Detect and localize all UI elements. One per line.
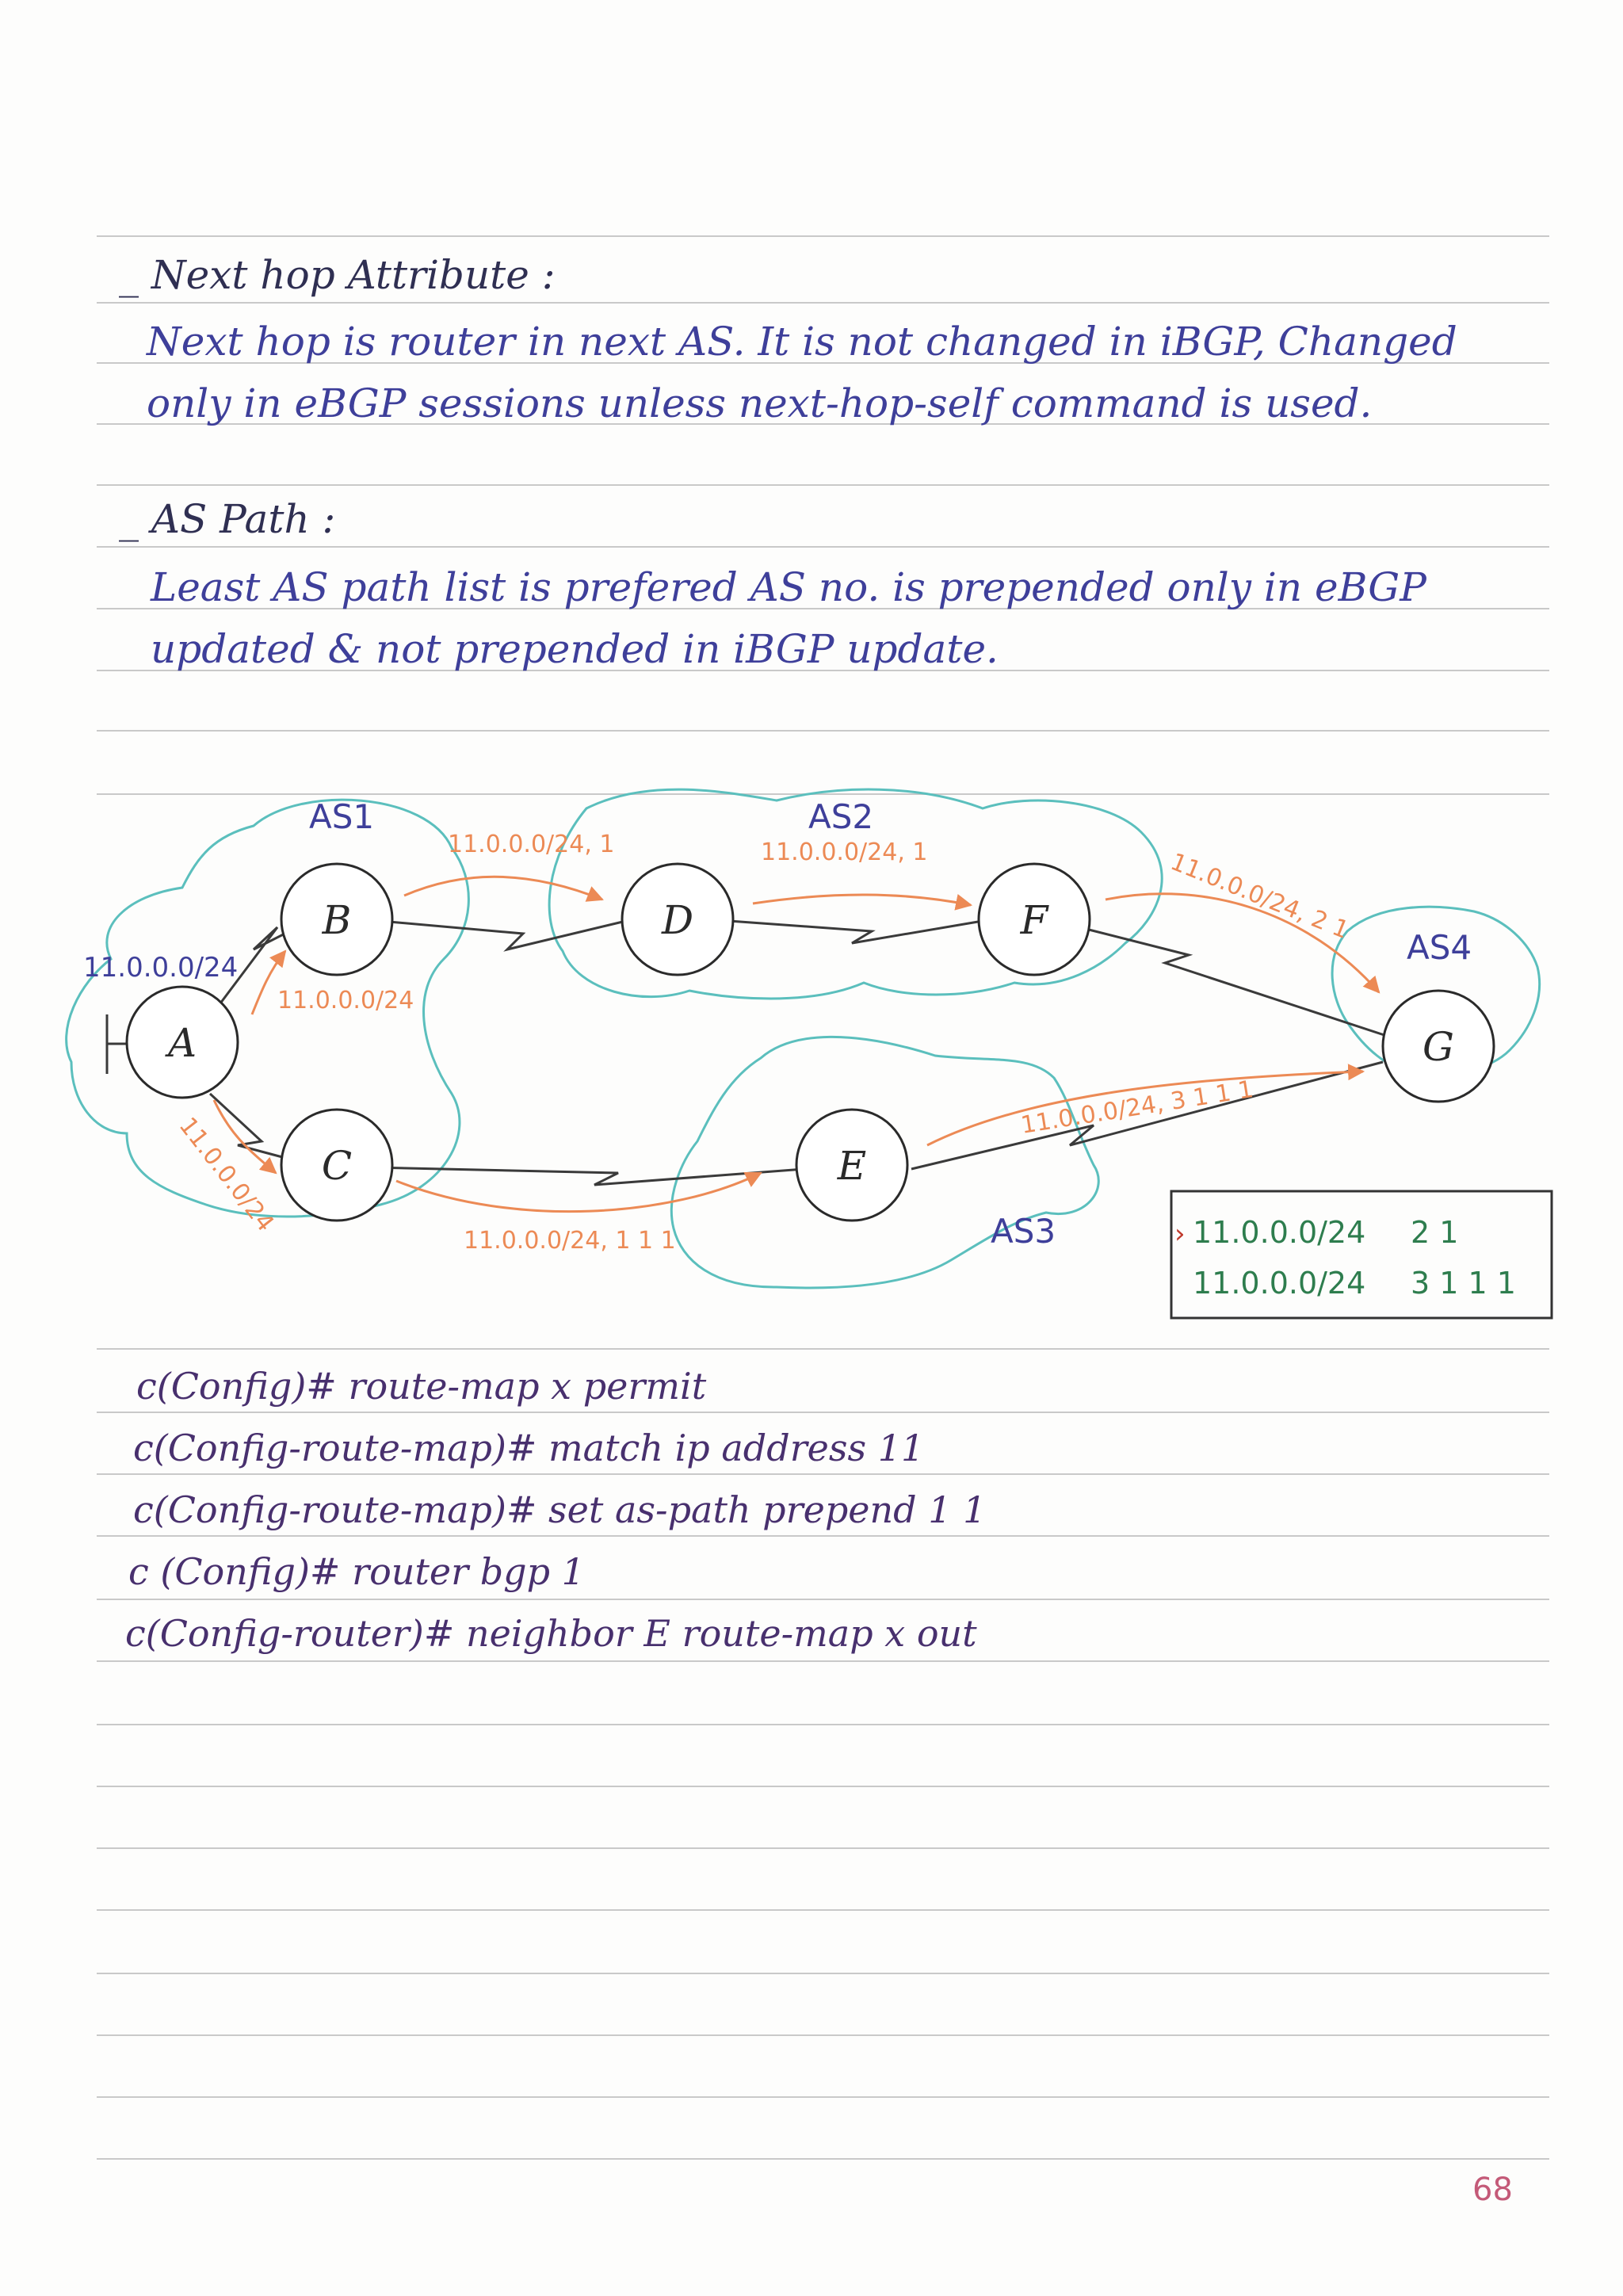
router-c-label: C [321, 1143, 353, 1189]
d-to-f-label: 11.0.0.0/24, 1 [761, 839, 928, 866]
bgp-topology-diagram [0, 761, 1623, 1331]
f-to-g-label: 11.0.0.0/24, 2 1 [1167, 847, 1353, 945]
as1-label: AS1 [309, 797, 375, 836]
as-path-line-1: Least AS path list is prefered AS no. is prepended only in eBGP [151, 564, 1426, 610]
as4-label: AS4 [1407, 928, 1472, 967]
as-path-line-2: updated & not prepended in iBGP update. [151, 626, 999, 672]
page-number: 68 [1472, 2172, 1513, 2208]
table-row-2-prefix: 11.0.0.0/24 [1193, 1266, 1366, 1301]
router-e-label: E [837, 1143, 867, 1189]
table-row-1-path: 2 1 [1411, 1215, 1459, 1250]
next-hop-line-1: Next hop is router in next AS. It is not changed in iBGP, Changed [147, 319, 1457, 365]
advert-b-d [404, 877, 602, 900]
router-b-label: B [322, 897, 352, 943]
c-to-e-label: 11.0.0.0/24, 1 1 1 [464, 1227, 676, 1255]
b-to-d-label: 11.0.0.0/24, 1 [448, 831, 615, 858]
as3-label: AS3 [991, 1212, 1056, 1251]
config-line-4: c (Config)# router bgp 1 [128, 1550, 585, 1593]
link-b-d [380, 921, 626, 949]
next-hop-line-2: only in eBGP sessions unless next-hop-self command is used. [147, 380, 1373, 426]
table-row-1-prefix: 11.0.0.0/24 [1193, 1215, 1366, 1250]
e-to-g-label: 11.0.0.0/24, 3 1 1 1 [1018, 1075, 1255, 1140]
router-g-label: G [1423, 1024, 1454, 1070]
as-path-heading: _ AS Path : [119, 496, 336, 542]
config-line-1: c(Config)# route-map x permit [136, 1365, 707, 1408]
a-to-b-label: 11.0.0.0/24 [277, 987, 414, 1014]
link-d-f [729, 921, 983, 943]
router-d-label: D [661, 897, 694, 943]
a-network-label: 11.0.0.0/24 [83, 952, 239, 984]
link-f-g [1086, 929, 1399, 1040]
table-row-2-path: 3 1 1 1 [1411, 1266, 1516, 1301]
router-a-label: A [167, 1020, 197, 1066]
config-line-5: c(Config-router)# neighbor E route-map x out [125, 1612, 977, 1655]
as2-label: AS2 [808, 797, 874, 836]
advert-d-f [753, 895, 971, 905]
router-f-label: F [1020, 897, 1048, 943]
next-hop-heading: _ Next hop Attribute : [119, 252, 556, 298]
config-line-2: c(Config-route-map)# match ip address 11 [133, 1427, 925, 1469]
config-line-3: c(Config-route-map)# set as-path prepend 1 1 [133, 1488, 987, 1531]
advert-c-e [396, 1173, 761, 1212]
a-to-c-label: 11.0.0.0/24 [173, 1112, 280, 1237]
best-path-marker: › [1174, 1218, 1186, 1250]
